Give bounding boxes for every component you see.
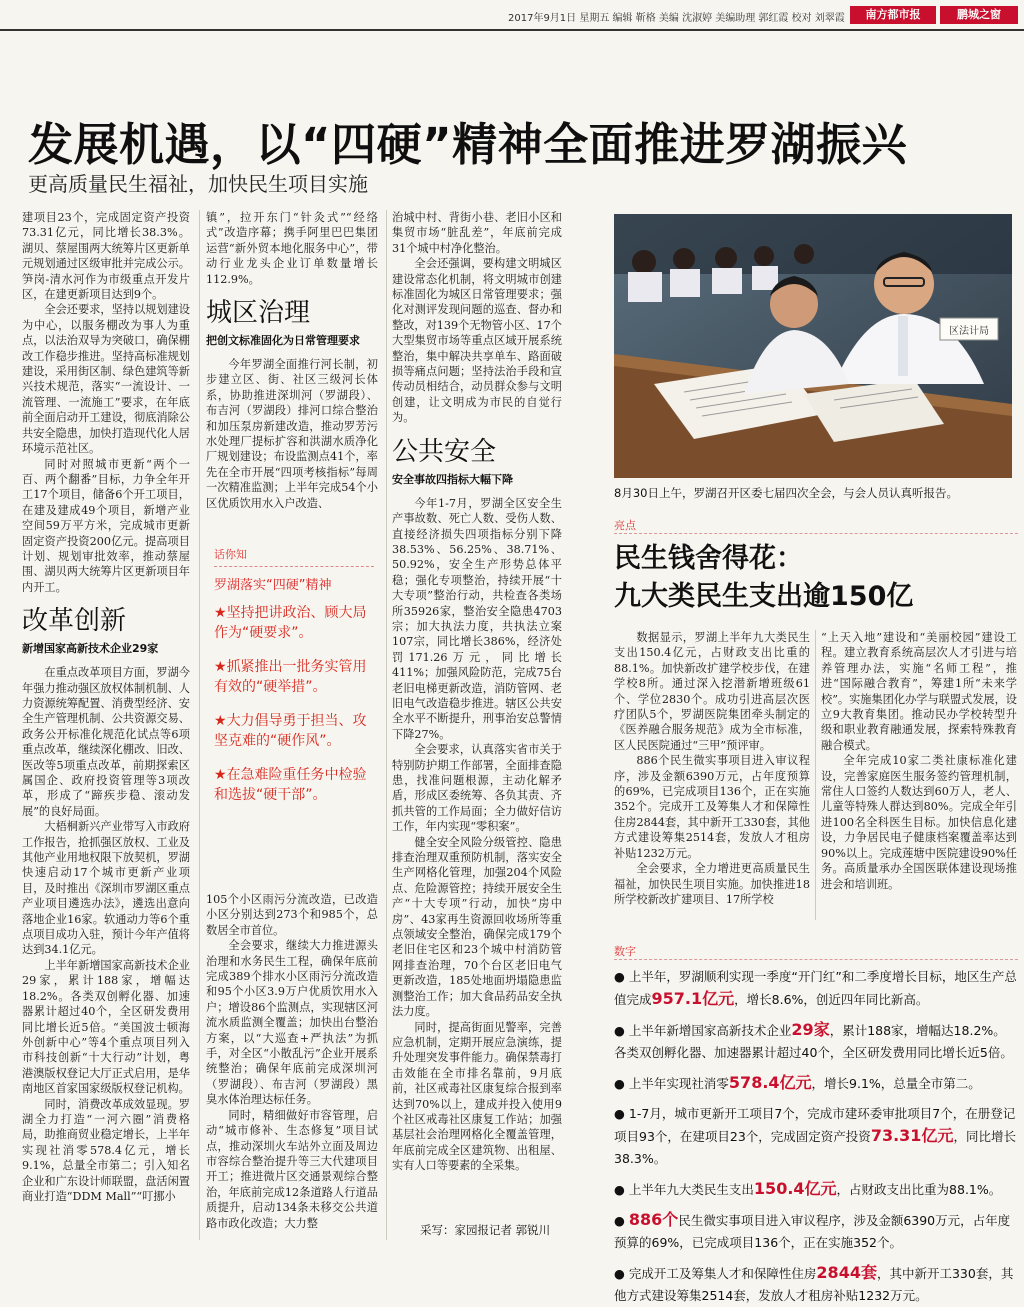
star-icon: ★: [214, 605, 227, 621]
stat-item: [614, 966, 1018, 1011]
column-2-bottom: [206, 892, 378, 1240]
bullet-icon: ●: [614, 969, 625, 984]
paragraph: 大梧桐新兴产业带写入市政府工作报告，抢抓强区放权、工业及其他产业用地权限下放契机，罗湖快速启动17个城市更新产业项目，及时推出《深圳市罗湖区重点产业项目遴选办法》，遴选出意向落地企业16家。软通动力等6个重点项目成功入驻，预计今年产值将达到34.1亿元。: [22, 820, 190, 957]
paragraph: 同时，消费改革成效显现。罗湖全力打造“一河六圈”消费格局，助推商贸业稳定增长，上半年实现社消零578.4亿元，增长9.1%，总量全市第二；引入知名企业和广东设计师联盟，盘活闲置商业打造“DDM Mall”“叮挪小: [22, 1097, 190, 1203]
paragraph: 886个民生微实事项目进入审议程序，涉及金额6390万元，占年度预算的69%，已完成项目136个，正在实施352个。完成开工及筹集人才和保障性住房2844套，其中新开工330套，其他方式建设筹集2514套，发放人才租房补贴1232万元。: [614, 754, 810, 860]
paragraph: 今年罗湖全面推行河长制，初步建立区、街、社区三级河长体系，协助推进深圳河（罗湖段）、布吉河（罗湖段）排河口综合整治和加压泵房新建改造，推动罗芳污水处理厂提标扩容和洪湖水质净化厂规划建设；布设监测点41个，率先在全市开展“四项考核指标”每周一次精准监测；上半年完成54个小区优质饮用水入户改造、: [206, 358, 378, 510]
stat-item: [614, 1262, 1018, 1307]
stat-item: [614, 1072, 1018, 1095]
star-icon: ★: [214, 713, 227, 729]
paragraph: 今年1-7月，罗湖全区安全生产事故数、死亡人数、受伤人数、直接经济损失四项指标分别下降38.53%、56.25%、38.71%、50.92%，安全生产形势总体平稳；强化专项整治，持续开展“十大专项”整治行动，共检查各类场所35926家，整治安全隐患4703宗；加大执法力度，共执法立案107宗，同比增长386%，经济处罚171.26万元，同比增长411%；加强风险防范，完成75台老旧电梯更新改造，消防管网、老旧电气改造稳步推进。辖区公共安全水平不断提升，刑事治安总警情下降27%。: [392, 496, 562, 741]
stat-text: 上半年实现社消零: [628, 1076, 729, 1091]
paragraph: 健全安全风险分级管控、隐患排查治理双重预防机制，落实安全生产网格化管理，加强204个风险点、危险源管控；持续开展安全生产“十大专项”行动，加快“房中房”、43家再生资源回收场所等重点领域安全整治，确保完成179个老旧住宅区和23个城中村消防管网排查治理，70个台区老旧电气更新改造，185处地面坍塌隐患监测整治工作；加大食品药品安全执法力度。: [392, 835, 562, 1019]
feature-rule: [614, 533, 1018, 534]
photo-caption: 8月30日上午，罗湖召开区委七届四次全会，与会人员认真听报告。: [614, 486, 958, 500]
paragraph: 全会要求，全力增进更高质量民生福祉，加快民生项目实施。加快推进18所学校新改扩建项目、17所学校: [614, 862, 810, 906]
paragraph: 全会要求，认真落实省市关于特别防护期工作部署，全面排查隐患，找准问题根源，主动化解矛盾，形成区委统筹、各负其责、齐抓共管的工作局面；全力做好信访工作，年内实现“零积案”。: [392, 743, 562, 834]
stat-item: [614, 1209, 1018, 1254]
stat-item: [614, 1019, 1018, 1064]
bullet-icon: ●: [614, 1023, 625, 1038]
callout-item-text: 在急难险重任务中检验和选拔“硬干部”。: [214, 767, 367, 803]
paragraph: 上半年新增国家高新技术企业29家，累计188家，增幅达18.2%。各类双创孵化器、加速器累计超过40个，全区研发费用同比增长近5倍。“美国波士顿海外创新中心”等4个重点项目列入市科技创新“十大行动”计划，粤港澳版权登记大厅正式启用，是华南地区首家国家级版权登记机构。: [22, 958, 190, 1096]
callout-box: [214, 546, 374, 856]
section-title-reform: 改革创新: [22, 606, 127, 637]
paragraph: 全年完成10家二类社康标准化建设，完善家庭医生服务签约管理机制，常住人口签约人数达到60万人，老人、儿童等特殊人群达到80%。完成全年引进100名全科医生目标。加快信息化建设，力争居民电子健康档案覆盖率达到90%以上。完成莲塘中医院建设90%任务。高质量承办全国医联体建设现场推进会和培训班。: [821, 754, 1017, 891]
callout-item-text: 抓紧推出一批务实管用有效的“硬举措”。: [214, 659, 367, 695]
numbers-list: [614, 966, 1018, 1303]
feature-title: [614, 540, 913, 616]
stat-text: 1-7月，城市更新开工项目7个，完成市建环委审批项目7个，在册登记项目93个，在建项目23个，完成固定资产投资: [614, 1106, 1016, 1144]
section-subtitle-reform: 新增国家高新技术企业29家: [22, 642, 159, 656]
callout-item: [214, 603, 374, 643]
paragraph: 在重点改革项目方面，罗湖今年强力推动强区放权体制机制、人力资源统筹配置、消费型经济、安全生产管理机制、公共资源交易、政务公开标准化规范化试点等6项重点改革，继续深化棚改、旧改、医改等5项重点改革，前期探索区属国企、政府投资管理等3项改革，形成了“蹄疾步稳、滚动发展”的良好局面。: [22, 666, 190, 818]
column-3: [392, 210, 562, 1215]
stat-highlight: 150.4亿元: [753, 1179, 837, 1198]
nameplate-text: 区法计局: [949, 326, 989, 337]
bullet-icon: ●: [614, 1266, 625, 1281]
header-rule: [0, 29, 1024, 31]
stat-highlight: 957.1亿元: [651, 989, 735, 1008]
stat-text: 民生微实事项目进入审议程序，涉及金额6390万元，占年度预算的69%，已完成项目136个，正在实施352个。: [614, 1213, 1011, 1250]
callout-item: [214, 657, 374, 697]
stat-highlight: 2844套: [816, 1263, 877, 1282]
subheadline: 更高质量民生福祉，加快民生项目实施: [28, 172, 368, 196]
meeting-photo-illustration: [614, 214, 1012, 478]
stat-text: ，同比增长38.3%。: [614, 1129, 1016, 1166]
issue-meta: 2017年9月1日 星期五 编辑 靳格 美编 沈淑婷 美编助理 郭红霞 校对 刘翠霞: [508, 13, 845, 24]
stat-text: ，增长8.6%，创近四年同比新高。: [734, 992, 929, 1007]
column-2-top: [206, 210, 378, 510]
stat-text: 上半年九大类民生支出: [628, 1182, 754, 1197]
paragraph: 全会还要求，坚持以规划建设为中心，以服务棚改为事人为重点，以法治双导为突破口，确保棚改工作稳步推进。坚持高标准规划建设，采用街区制、绿色建筑等新兴技术规范，落实“一流设计、一流管理、一流施工”要求，在年底前全面启动开工建设，彻底消除公共安全隐患，加快打造现代化人居环境示范社区。: [22, 303, 190, 456]
paragraph: 同时对照城市更新“两个一百、两个翻番”目标，力争全年开工17个项目，储备6个开工项目，在建及建成49个项目，新增产业空间59万平方米，完成城市更新固定资产投资200亿元。提高项目计划、规划审批效率，推动蔡屋围、湖贝两大统筹片区更新项目年内开工。: [22, 457, 190, 594]
feature-column-b: [821, 630, 1017, 920]
callout-rule: [214, 566, 374, 568]
bullet-icon: ●: [614, 1213, 625, 1228]
section-subtitle-governance: 把创文标准固化为日常管理要求: [206, 334, 360, 348]
section-title-governance: 城区治理: [206, 298, 311, 329]
newspaper-logo: 南方都市报: [850, 6, 936, 24]
stat-text: 上半年，罗湖顺利实现一季度“开门红”和二季度增长目标，地区生产总值完成: [614, 969, 1017, 1007]
feature-label: 亮点: [614, 519, 636, 532]
byline: 采写：家园报记者 郭锐川: [420, 1223, 551, 1237]
paragraph: 同时，提高街面见警率，完善应急机制，定期开展应急演练，提升处理突发事件能力。确保禁毒打击效能在全市排名靠前，9月底前，社区戒毒社区康复综合报到率达到70%以上，建成并投入使用9个社区戒毒社区康复工作站；加强基层社会治理网格化全覆盖管理，年底前完成全区建筑物、出租屋、实有人口等要素的全采集。: [392, 1020, 562, 1173]
paragraph: 同时，精细做好市容管理，启动“城市修补、生态修复”项目试点，推动深圳火车站外立面及周边市容综合整治提升等三大代建项目开工；推进微片区交通景观综合整治，年底前完成12条道路人行道品质提升，启动134条未移交公共道路市政化改造；大力整: [206, 1108, 378, 1230]
bullet-icon: ●: [614, 1182, 625, 1197]
numbers-label: 数字: [614, 945, 636, 958]
stat-highlight: 29家: [791, 1020, 830, 1039]
section-subtitle-safety: 安全事故四指标大幅下降: [392, 472, 513, 486]
stat-highlight: 73.31亿元: [870, 1126, 954, 1145]
stat-text: ，累计188家，增幅达18.2%。各类双创孵化器、加速器累计超过40个，全区研发费用同比增长近5倍。: [614, 1023, 1013, 1060]
paragraph: 全会要求，继续大力推进源头治理和水务民生工程，确保年底前完成389个排水小区雨污分流改造和95个小区3.9万户优质饮用水入户；增设86个监测点，实现辖区河流水质监测全覆盖；加快出台整治方案，以“大巡查+严执法”为抓手，对全区“小散乱污”企业开展系统整治；确保年底前完成深圳河（罗湖段）、布吉河（罗湖段）黑臭水体治理达标任务。: [206, 939, 378, 1107]
column-1: [22, 210, 190, 1240]
callout-item-text: 坚持把讲政治、顾大局作为“硬要求”。: [214, 605, 367, 641]
stat-item: [614, 1103, 1018, 1170]
stat-text: ，占财政支出比重为88.1%。: [836, 1182, 1002, 1197]
feature-title-line2: 九大类民生支出逾150亿: [614, 581, 914, 612]
callout-item: [214, 711, 374, 751]
stat-text: 上半年新增国家高新技术企业: [628, 1023, 792, 1038]
bullet-icon: ●: [614, 1076, 625, 1091]
paragraph: “上天入地”建设和“美丽校园”建设工程。建立教育系统高层次人才引进与培养管理办法，实施“名师工程”，推进“国际融合教育”，筹建1所“未来学校”。实施集团化办学与联盟式发展，设立9大教育集团。推动民办学校转型升级和职业教育融通发展，探索特殊教育融合模式。: [821, 631, 1017, 752]
paragraph: 建项目23个，完成固定资产投资73.31亿元，同比增长38.3%。湖贝、蔡屋围两大统筹片区更新单元规划通过区级审批并完成公示。笋岗-清水河作为市级重点开发片区，在建更新项目达到9个。: [22, 211, 190, 302]
bullet-icon: ●: [614, 1106, 625, 1121]
numbers-rule: [614, 959, 1018, 960]
paragraph: 全会还强调，要构建文明城区建设常态化机制，将文明城市创建标准固化为城区日常管理要求；强化对测评发现问题的巡查、督办和整改，对139个无物管小区、17个大型集贸市场等重点区域开展系统整治，集中解决共享单车、路面破损等痛点问题；坚持法治手段和宣传动员相结合，动员群众参与文明创建，让文明成为市民的自觉行为。: [392, 257, 562, 425]
column-divider: [386, 210, 387, 1240]
feature-column-a: [614, 630, 810, 920]
stat-item: [614, 1178, 1018, 1201]
column-divider: [815, 630, 816, 920]
column-divider: [199, 210, 200, 1240]
stat-highlight: 886个: [628, 1210, 679, 1229]
paragraph: 治城中村、背街小巷、老旧小区和集贸市场“脏乱差”，年底前完成31个城中村净化整治。: [392, 211, 562, 255]
paragraph: 镇”，拉开东门“针灸式”“经络式”改造序幕；携手阿里巴巴集团运营“新外贸本地化服务中心”，带动行业龙头企业订单数量增长112.9%。: [206, 211, 378, 286]
page-header: [0, 0, 1024, 30]
star-icon: ★: [214, 659, 227, 675]
paragraph: 数据显示，罗湖上半年九大类民生支出150.4亿元，占财政支出比重的88.1%。加快新改扩建学校步伐，在建学校8所。通过深入挖潜新增班级61个、学位2830个。成功引进高层次医疗团队5个，罗湖医院集团牵头制定的《医养融合服务规范》成为全市标准，区人民医院通过“三甲”预评审。: [614, 631, 810, 752]
callout-title: 罗湖落实“四硬”精神: [214, 578, 332, 593]
paragraph: 105个小区雨污分流改造，已改造小区分别达到273个和985个，总数居全市首位。: [206, 893, 378, 937]
stat-highlight: 578.4亿元: [728, 1073, 812, 1092]
callout-label: 话你知: [214, 548, 247, 561]
stat-text: 完成开工及筹集人才和保障性住房: [628, 1266, 817, 1281]
stat-text: ，其中新开工330套，其他方式建设筹集2514套，发放人才租房补贴1232万元。: [614, 1266, 1014, 1303]
callout-item-text: 大力倡导勇于担当、攻坚克难的“硬作风”。: [214, 713, 367, 749]
section-logo: 鹏城之窗: [940, 6, 1018, 24]
callout-item: [214, 765, 374, 805]
feature-title-line1: 民生钱舍得花：: [614, 543, 803, 574]
star-icon: ★: [214, 767, 227, 783]
meeting-photo: [614, 214, 1012, 478]
stat-text: ，增长9.1%，总量全市第二。: [811, 1076, 981, 1091]
section-title-safety: 公共安全: [392, 436, 497, 467]
headline: 发展机遇，以“四硬”精神全面推进罗湖振兴: [28, 118, 908, 171]
